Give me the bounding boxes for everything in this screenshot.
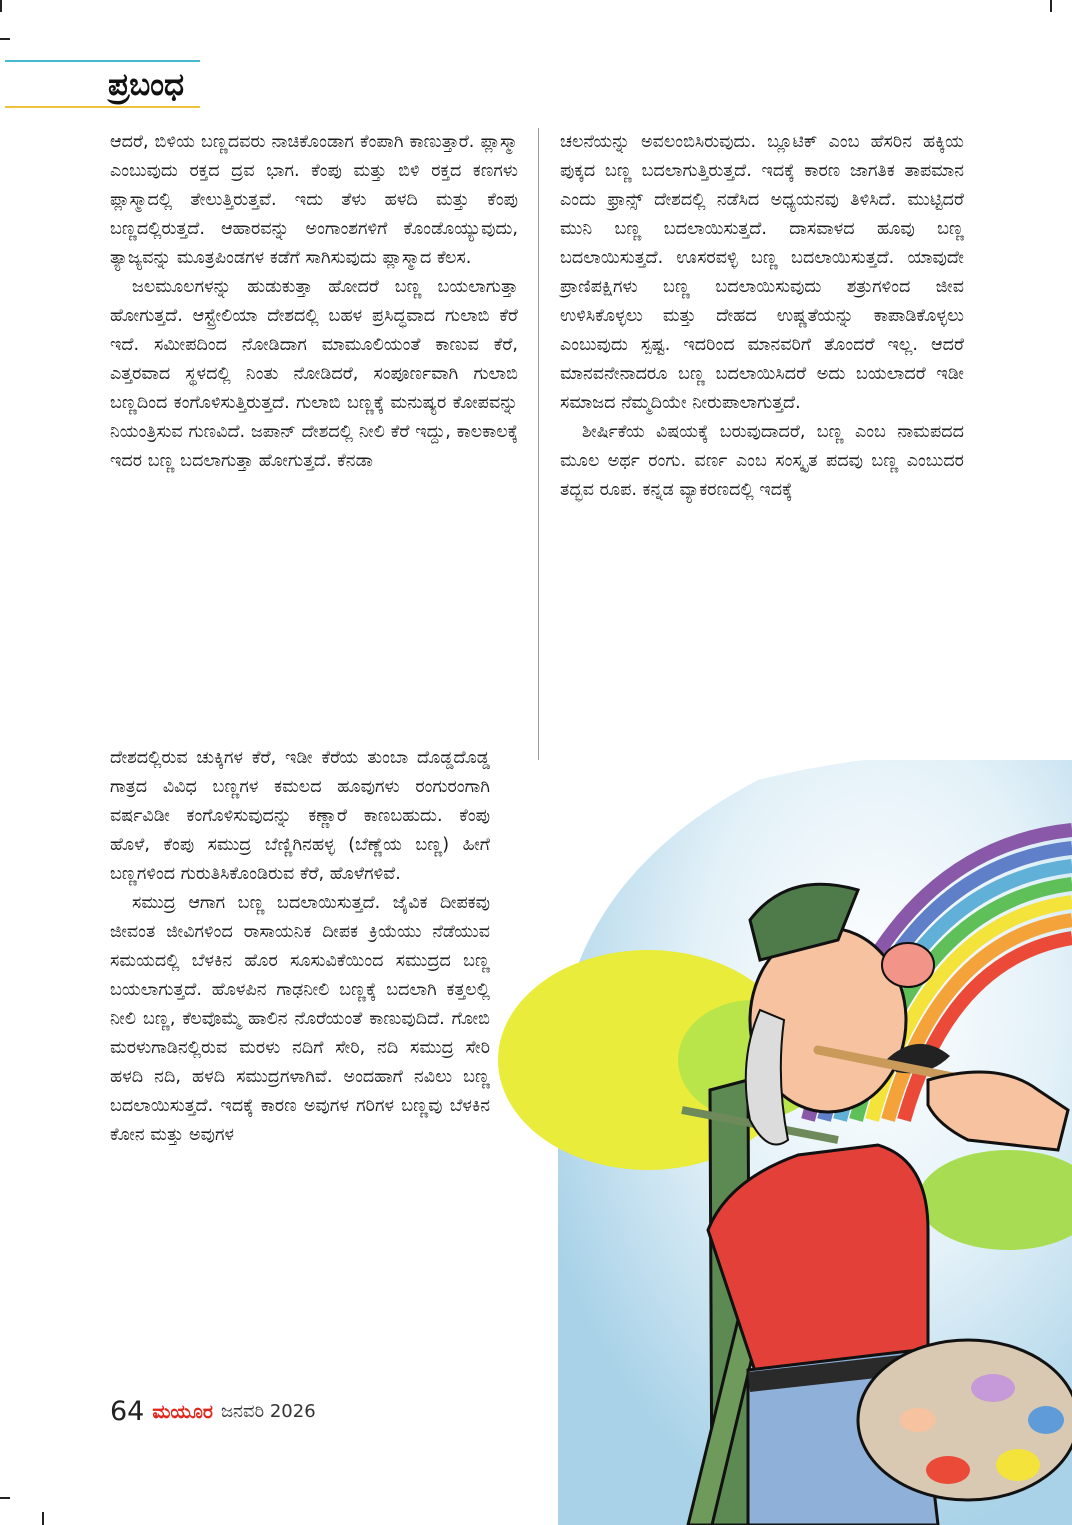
issue-date: ಜನವರಿ 2026 [220,1401,316,1422]
painter-nose [882,943,934,987]
painter-rainbow-illustration [498,760,1072,1525]
painter-hair [746,1010,788,1145]
crop-mark [1050,0,1052,12]
crop-mark [0,1497,10,1499]
right-column [560,128,964,505]
section-rule-bottom [5,106,200,108]
paragraph: ಜಲಮೂಲಗಳನ್ನು ಹುಡುಕುತ್ತಾ ಹೋದರೆ ಬಣ್ಣ ಬಯಲಾಗುತ್ತಾ ಹೋಗುತ್ತದೆ. ಆಸ್ಟ್ರೇಲಿಯಾ ದೇಶದಲ್ಲಿ ಬಹಳ ಪ್ರಸಿದ್ಧವಾದ ಗುಲಾಬಿ ಕೆರೆ ಇದೆ. ಸಮೀಪದಿಂದ ನೋಡಿದಾಗ ಮಾಮೂಲಿಯಂತೆ ಕಾಣುವ ಕೆರೆ, ಎತ್ತರವಾದ ಸ್ಥಳದಲ್ಲಿ ನಿಂತು ನೋಡಿದರೆ, ಸಂಪೂರ್ಣವಾಗಿ ಗುಲಾಬಿ ಬಣ್ಣದಿಂದ ಕಂಗೊಳಿಸುತ್ತಿರುತ್ತದೆ. ಗುಲಾಬಿ ಬಣ್ಣಕ್ಕೆ ಮನುಷ್ಯರ ಕೋಪವನ್ನು ನಿಯಂತ್ರಿಸುವ ಗುಣವಿದೆ. ಜಪಾನ್ ದೇಶದಲ್ಲಿ ನೀಲಿ ಕೆರೆ ಇದ್ದು, ಕಾಲಕಾಲಕ್ಕೆ ಇದರ ಬಣ್ಣ ಬದಲಾಗುತ್ತಾ ಹೋಗುತ್ತದೆ. ಕೆನಡಾ [110,277,518,471]
left-column-top [110,128,518,476]
crop-mark [0,38,10,40]
paragraph: ದೇಶದಲ್ಲಿರುವ ಚುಕ್ಕಿಗಳ ಕೆರೆ, ಇಡೀ ಕೆರೆಯ ತುಂಬಾ ದೊಡ್ಡದೊಡ್ಡ ಗಾತ್ರದ ವಿವಿಧ ಬಣ್ಣಗಳ ಕಮಲದ ಹೂವುಗಳು ರಂಗುರಂಗಾಗಿ ವರ್ಷವಿಡೀ ಕಂಗೊಳಿಸುವುದನ್ನು ಕಣ್ಣಾರೆ ಕಾಣಬಹುದು. ಕೆಂಪು ಹೊಳೆ, ಕೆಂಪು ಸಮುದ್ರ ಬೆಣ್ಣಿಗಿನಹಳ್ಳ (ಬೆಣ್ಣೆಯ ಬಣ್ಣ) ಹೀಗೆ ಬಣ್ಣಗಳಿಂದ ಗುರುತಿಸಿಕೊಂಡಿರುವ ಕೆರೆ, ಹೊಳೆಗಳಿವೆ. [110,748,490,884]
column-divider [538,128,539,762]
magazine-logo: ಮಯೂರ [152,1400,213,1423]
page-footer [110,1396,316,1428]
section-rule-top [5,60,200,62]
paragraph: ಸಮುದ್ರ ಆಗಾಗ ಬಣ್ಣ ಬದಲಾಯಿಸುತ್ತದೆ. ಜೈವಿಕ ದೀಪಕವು ಜೀವಂತ ಜೀವಿಗಳಿಂದ ರಾಸಾಯನಿಕ ದೀಪಕ ಕ್ರಿಯೆಯು ನೆಡೆಯುವ ಸಮಯದಲ್ಲಿ ಬೆಳಕಿನ ಹೊರ ಸೂಸುವಿಕೆಯಿಂದ ಸಮುದ್ರದ ಬಣ್ಣ ಬಯಲಾಗುತ್ತದೆ. ಹೊಳಪಿನ ಗಾಢನೀಲಿ ಬಣ್ಣಕ್ಕೆ ಬದಲಾಗಿ ಕತ್ತಲಲ್ಲಿ ನೀಲಿ ಬಣ್ಣ, ಕೆಲವೊಮ್ಮೆ ಹಾಲಿನ ನೊರೆಯಂತೆ ಕಾಣುವುದಿದೆ. ಗೋಬಿ ಮರಳುಗಾಡಿನಲ್ಲಿರುವ ಮರಳು ನದಿಗೆ ಸೇರಿ, ನದಿ ಸಮುದ್ರ ಸೇರಿ ಹಳದಿ ನದಿ, ಹಳದಿ ಸಮುದ್ರಗಳಾಗಿವೆ. ಅಂದಹಾಗೆ ನವಿಲು ಬಣ್ಣ ಬದಲಾಯಿಸುತ್ತದೆ. ಇದಕ್ಕೆ ಕಾರಣ ಅವುಗಳ ಗರಿಗಳ ಬಣ್ಣವು ಬೆಳಕಿನ ಕೋನ ಮತ್ತು ಅವುಗಳ [110,893,490,1145]
paragraph: ಚಲನೆಯನ್ನು ಅವಲಂಬಿಸಿರುವುದು. ಬ್ಲೂಟಿಕ್ ಎಂಬ ಹೆಸರಿನ ಹಕ್ಕಿಯ ಪುಕ್ಕದ ಬಣ್ಣ ಬದಲಾಗುತ್ತಿರುತ್ತದೆ. ಇದಕ್ಕೆ ಕಾರಣ ಜಾಗತಿಕ ತಾಪಮಾನ ಎಂದು ಫ್ರಾನ್ಸ್ ದೇಶದಲ್ಲಿ ನಡೆಸಿದ ಅಧ್ಯಯನವು ತಿಳಿಸಿದೆ. ಮುಟ್ಟಿದರೆ ಮುನಿ ಬಣ್ಣ ಬದಲಾಯಿಸುತ್ತದೆ. ದಾಸವಾಳದ ಹೂವು ಬಣ್ಣ ಬದಲಾಯಿಸುತ್ತದೆ. ಊಸರವಳ್ಳಿ ಬಣ್ಣ ಬದಲಾಯಿಸುತ್ತದೆ. ಯಾವುದೇ ಪ್ರಾಣಿಪಕ್ಷಿಗಳು ಬಣ್ಣ ಬದಲಾಯಿಸುವುದು ಶತ್ರುಗಳಿಂದ ಜೀವ ಉಳಿಸಿಕೊಳ್ಳಲು ಮತ್ತು ದೇಹದ ಉಷ್ಣತೆಯನ್ನು ಕಾಪಾಡಿಕೊಳ್ಳಲು ಎಂಬುವುದು ಸ್ಪಷ್ಟ. ಇದರಿಂದ ಮಾನವರಿಗೆ ತೊಂದರೆ ಇಲ್ಲ. ಆದರೆ ಮಾನವನೇನಾದರೂ ಬಣ್ಣ ಬದಲಾಯಿಸಿದರೆ ಅದು ಬಯಲಾದರೆ ಇಡೀ ಸಮಾಜದ ನೆಮ್ಮದಿಯೇ ನೀರುಪಾಲಾಗುತ್ತದೆ. [560,132,964,413]
left-column-bottom [110,744,490,1150]
paragraph: ಆದರೆ, ಬಿಳಿಯ ಬಣ್ಣದವರು ನಾಚಿಕೊಂಡಾಗ ಕೆಂಪಾಗಿ ಕಾಣುತ್ತಾರೆ. ಪ್ಲಾಸ್ಮಾ ಎಂಬುವುದು ರಕ್ತದ ದ್ರವ ಭಾಗ. ಕೆಂಪು ಮತ್ತು ಬಿಳಿ ರಕ್ತದ ಕಣಗಳು ಪ್ಲಾಸ್ಮಾದಲ್ಲಿ ತೇಲುತ್ತಿರುತ್ತವೆ. ಇದು ತೆಳು ಹಳದಿ ಮತ್ತು ಕೆಂಪು ಬಣ್ಣದಲ್ಲಿರುತ್ತದೆ. ಆಹಾರವನ್ನು ಅಂಗಾಂಶಗಳಿಗೆ ಕೊಂಡೊಯ್ಯುವುದು, ತ್ಯಾಜ್ಯವನ್ನು ಮೂತ್ರಪಿಂಡಗಳ ಕಡೆಗೆ ಸಾಗಿಸುವುದು ಪ್ಲಾಸ್ಮಾದ ಕೆಲಸ. [110,132,518,268]
page-number: 64 [110,1396,145,1427]
crop-mark [42,1512,44,1525]
paragraph: ಶೀರ್ಷಿಕೆಯ ವಿಷಯಕ್ಕೆ ಬರುವುದಾದರೆ, ಬಣ್ಣ ಎಂಬ ನಾಮಪದದ ಮೂಲ ಅರ್ಥ ರಂಗು. ವರ್ಣ ಎಂಬ ಸಂಸ್ಕೃತ ಪದವು ಬಣ್ಣ ಎಂಬುದರ ತದ್ಭವ ರೂಪ. ಕನ್ನಡ ವ್ಯಾಕರಣದಲ್ಲಿ ಇದಕ್ಕೆ [560,422,964,500]
paint-palette [858,1340,1072,1500]
section-title: ಪ್ರಬಂಧ [108,67,184,103]
crop-mark [0,0,2,12]
